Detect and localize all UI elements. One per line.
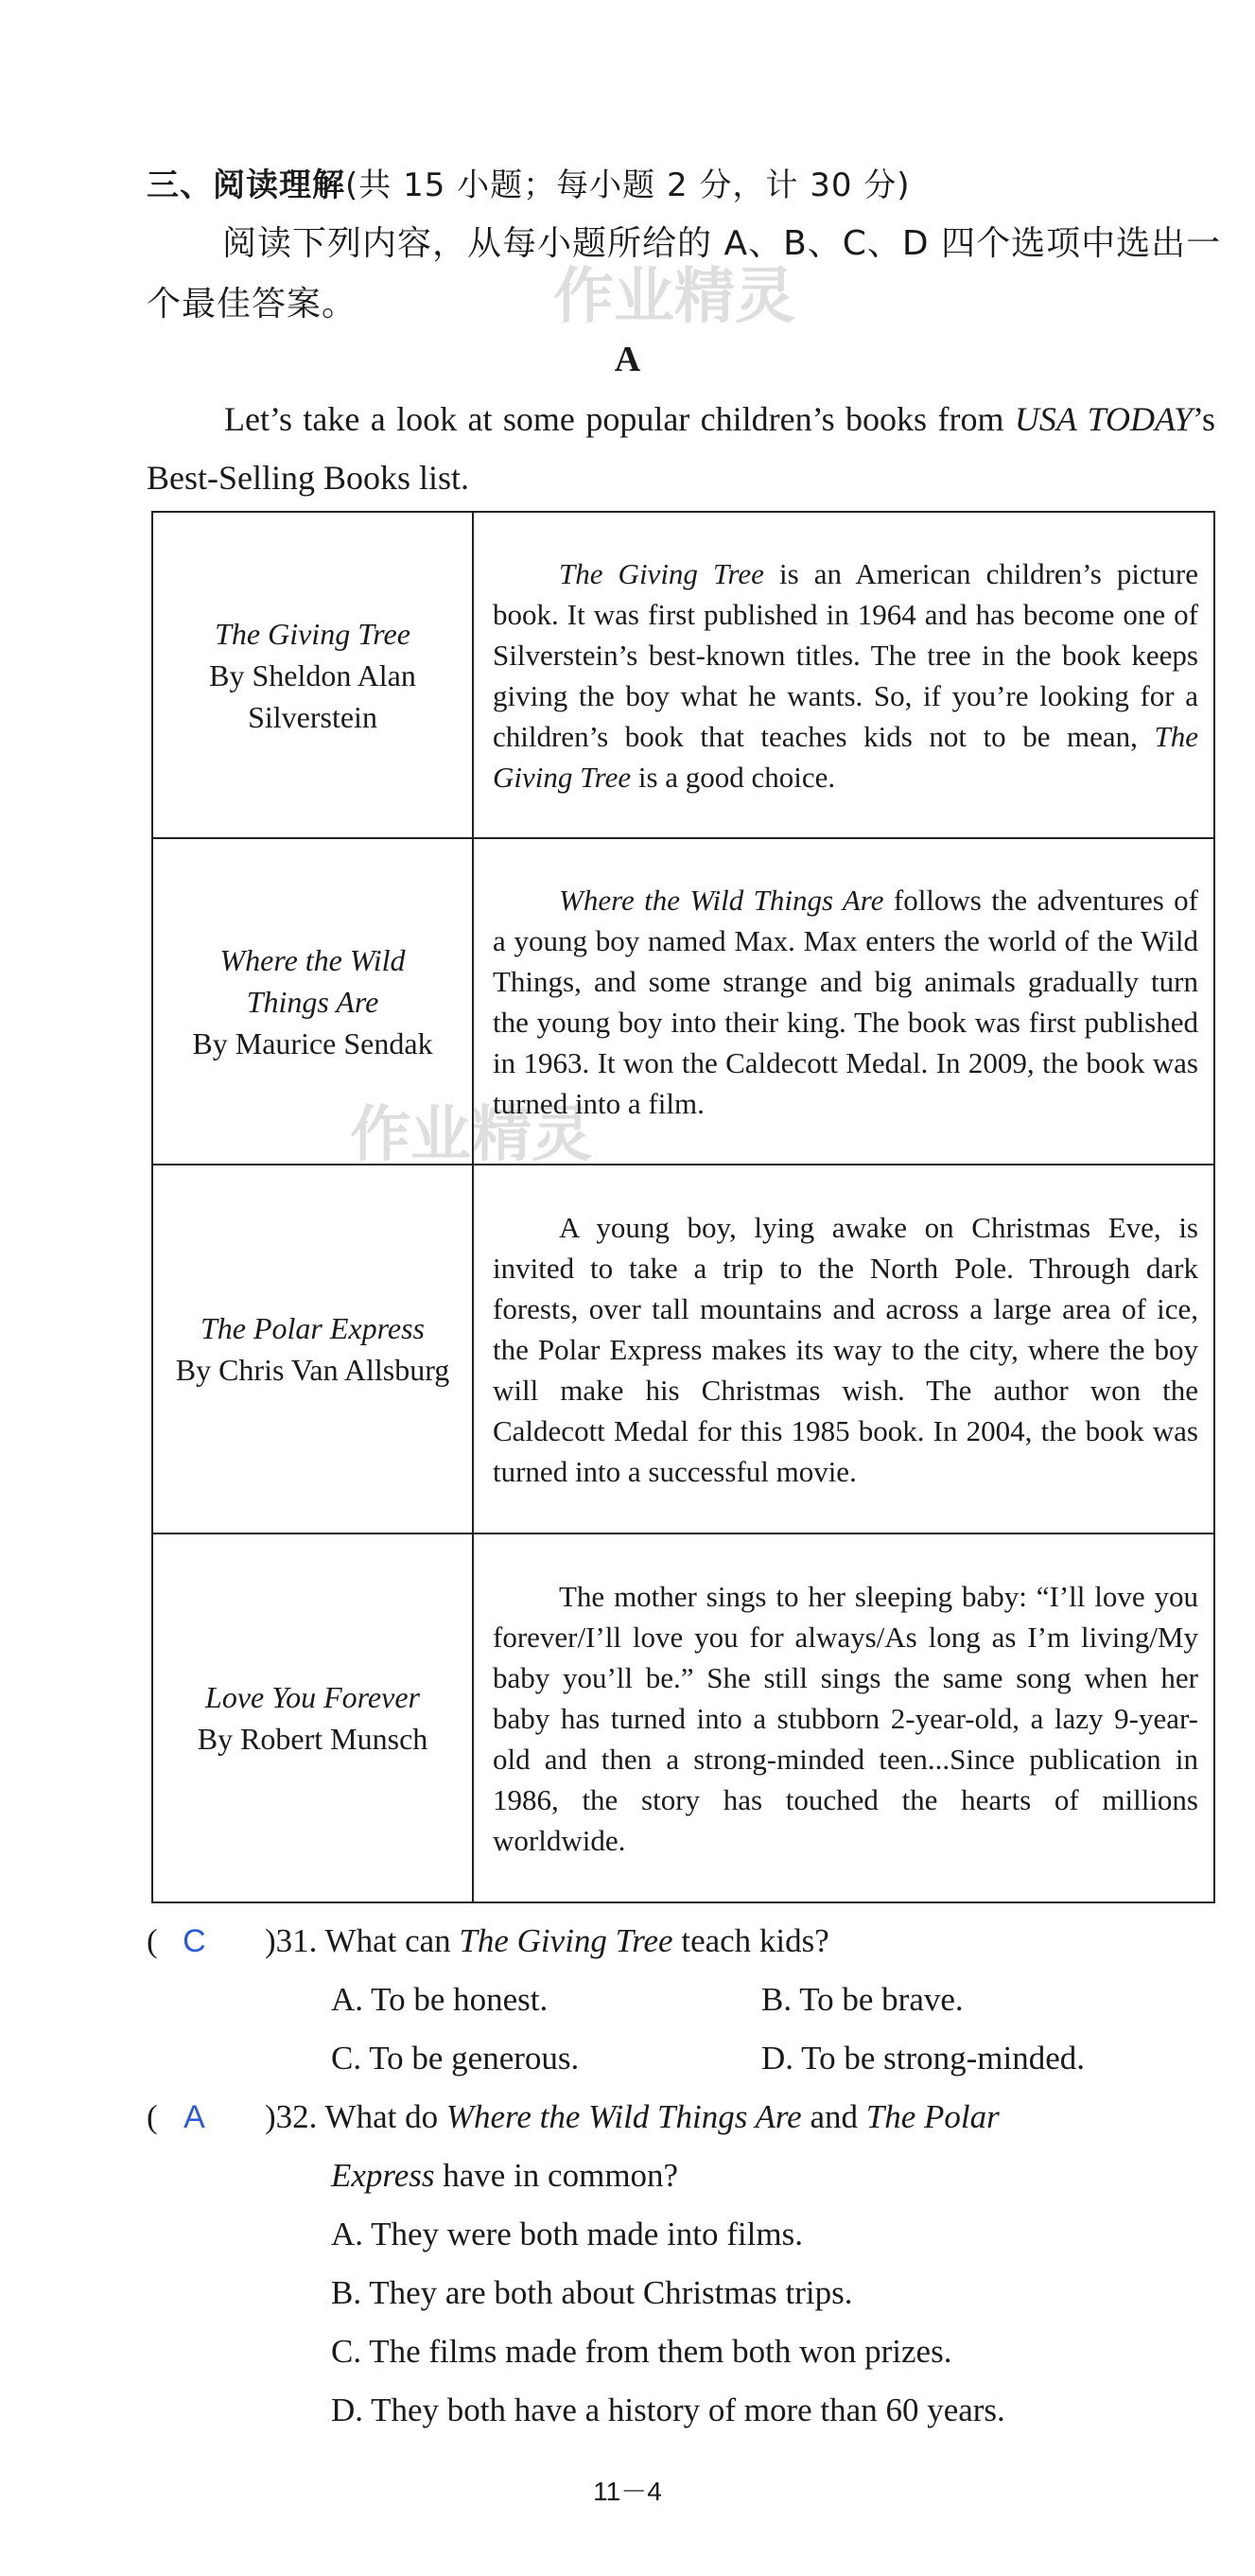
intro-source: USA TODAY xyxy=(1014,400,1193,438)
table-row xyxy=(152,1533,1214,1902)
book-title: The Giving Tree xyxy=(215,616,410,651)
option-d: D. They both have a history of more than 60 years. xyxy=(331,2392,1005,2428)
book-description-cell xyxy=(473,838,1214,1165)
question-stem-title: The Giving Tree xyxy=(459,1922,673,1959)
intro-text-end: ’s Best-Selling Books list. xyxy=(147,400,1216,497)
option-b: B. To be brave. xyxy=(761,1981,964,2018)
book-title-cell xyxy=(152,1533,473,1902)
instruction-text: 阅读下列内容，从每小题所给的 A、B、C、D 四个选项中选出一个最佳答案。 xyxy=(147,224,1222,324)
book-description xyxy=(493,553,1198,797)
question-stem-title: Express xyxy=(331,2157,435,2194)
book-title: Love You Forever xyxy=(205,1680,420,1714)
desc-text: is an American children’s picture book. It was first published in 1964 and has become one of Silverstein’s best-known titles. The tree in the book keeps giving the boy what he wants. So, if you’re looking for a children’s book that teaches kids not to be mean, xyxy=(493,556,1198,753)
books-table xyxy=(151,511,1215,1903)
question-stem-title: Where the Wild Things Are xyxy=(445,2098,802,2135)
book-title: Where the Wild Things Are xyxy=(219,942,406,1019)
question-stem: What can xyxy=(324,1922,460,1959)
question-32-cont xyxy=(331,2157,678,2195)
option-d: D. To be strong-minded. xyxy=(761,2040,1086,2077)
option-c: C. To be generous. xyxy=(331,2040,580,2077)
question-stem-title: The Polar xyxy=(865,2098,1000,2135)
question-stem: What do xyxy=(324,2098,446,2135)
watermark: 作业精灵 xyxy=(350,1100,592,1170)
book-description-cell xyxy=(473,512,1214,838)
desc-title: The Giving Tree xyxy=(493,719,1198,794)
option-b: B. They are both about Christmas trips. xyxy=(331,2274,853,2311)
question-stem-end: teach kids? xyxy=(672,1922,829,1959)
table-row xyxy=(152,1165,1214,1533)
option-a: A. To be honest. xyxy=(331,1981,549,2018)
desc-title: The Giving Tree xyxy=(559,556,764,590)
book-description-cell xyxy=(473,1165,1214,1533)
book-title-cell xyxy=(152,838,473,1165)
page-number: 11－4 xyxy=(593,2477,662,2506)
answer-mark: A xyxy=(183,2099,205,2135)
book-title: The Polar Express xyxy=(200,1311,425,1345)
passage-intro xyxy=(147,390,1215,507)
section-title: 三、阅读理解 xyxy=(147,166,345,204)
question-32 xyxy=(147,2098,1234,2136)
question-stem-mid: and xyxy=(801,2098,866,2135)
answer-bracket: ( C xyxy=(147,1922,265,1960)
intro-text: Let’s take a look at some popular children’s books from xyxy=(224,400,1015,438)
question-stem-end: have in common? xyxy=(434,2157,679,2194)
table-row xyxy=(152,512,1214,838)
book-author: By Sheldon Alan Silverstein xyxy=(209,657,416,734)
answer-bracket: ( A xyxy=(147,2098,265,2136)
book-description: The mother sings to her sleeping baby: “I’ll love you forever/I’ll love you for always/As long as I’m living/My baby you’ll be.” She still sings the same song when her baby has turned into a stubborn 2-year-old, a lazy 9-year-old and then a strong-minded teen...Since publication in 1986, the story has touched the hearts of millions worldwide. xyxy=(493,1579,1198,1857)
option-a: A. They were both made into films. xyxy=(331,2216,803,2252)
desc-text-end: is a good choice. xyxy=(631,760,836,794)
option-c: C. The films made from them both won prizes. xyxy=(331,2333,952,2370)
desc-title: Where the Wild Things Are xyxy=(559,883,884,917)
book-author: By Chris Van Allsburg xyxy=(175,1353,450,1387)
book-description-cell xyxy=(473,1533,1214,1902)
section-heading xyxy=(147,159,911,205)
question-31 xyxy=(147,1922,829,1960)
answer-mark: C xyxy=(183,1923,206,1959)
book-title-cell xyxy=(152,1165,473,1533)
desc-text: follows the adventures of a young boy named Max. Max enters the world of the Wild Things, and some strange and big animals gradually turn the young boy into their king. The book was first published in 1963. It won the Caldecott Medal. In 2009, the book was turned into a film. xyxy=(493,883,1198,1120)
question-number: )32. xyxy=(265,2098,318,2135)
book-author: By Robert Munsch xyxy=(197,1722,428,1756)
book-title-cell xyxy=(152,512,473,838)
book-author: By Maurice Sendak xyxy=(192,1025,433,1060)
section-note: (共 15 小题；每小题 2 分，计 30 分) xyxy=(345,166,911,204)
watermark: 作业精灵 xyxy=(553,262,795,332)
table-row xyxy=(152,838,1214,1165)
question-number: )31. xyxy=(265,1922,318,1959)
passage-label: A xyxy=(614,340,641,379)
book-description xyxy=(493,880,1198,1124)
book-description: A young boy, lying awake on Christmas Eve, is invited to take a trip to the North Pole. Through dark forests, over tall mountains and across a large area of ice, the Polar Express makes its way to the city, where the boy will make his Christmas wish. The author won the Caldecott Medal for this 1985 book. In 2004, the book was turned into a successful movie. xyxy=(493,1210,1198,1488)
